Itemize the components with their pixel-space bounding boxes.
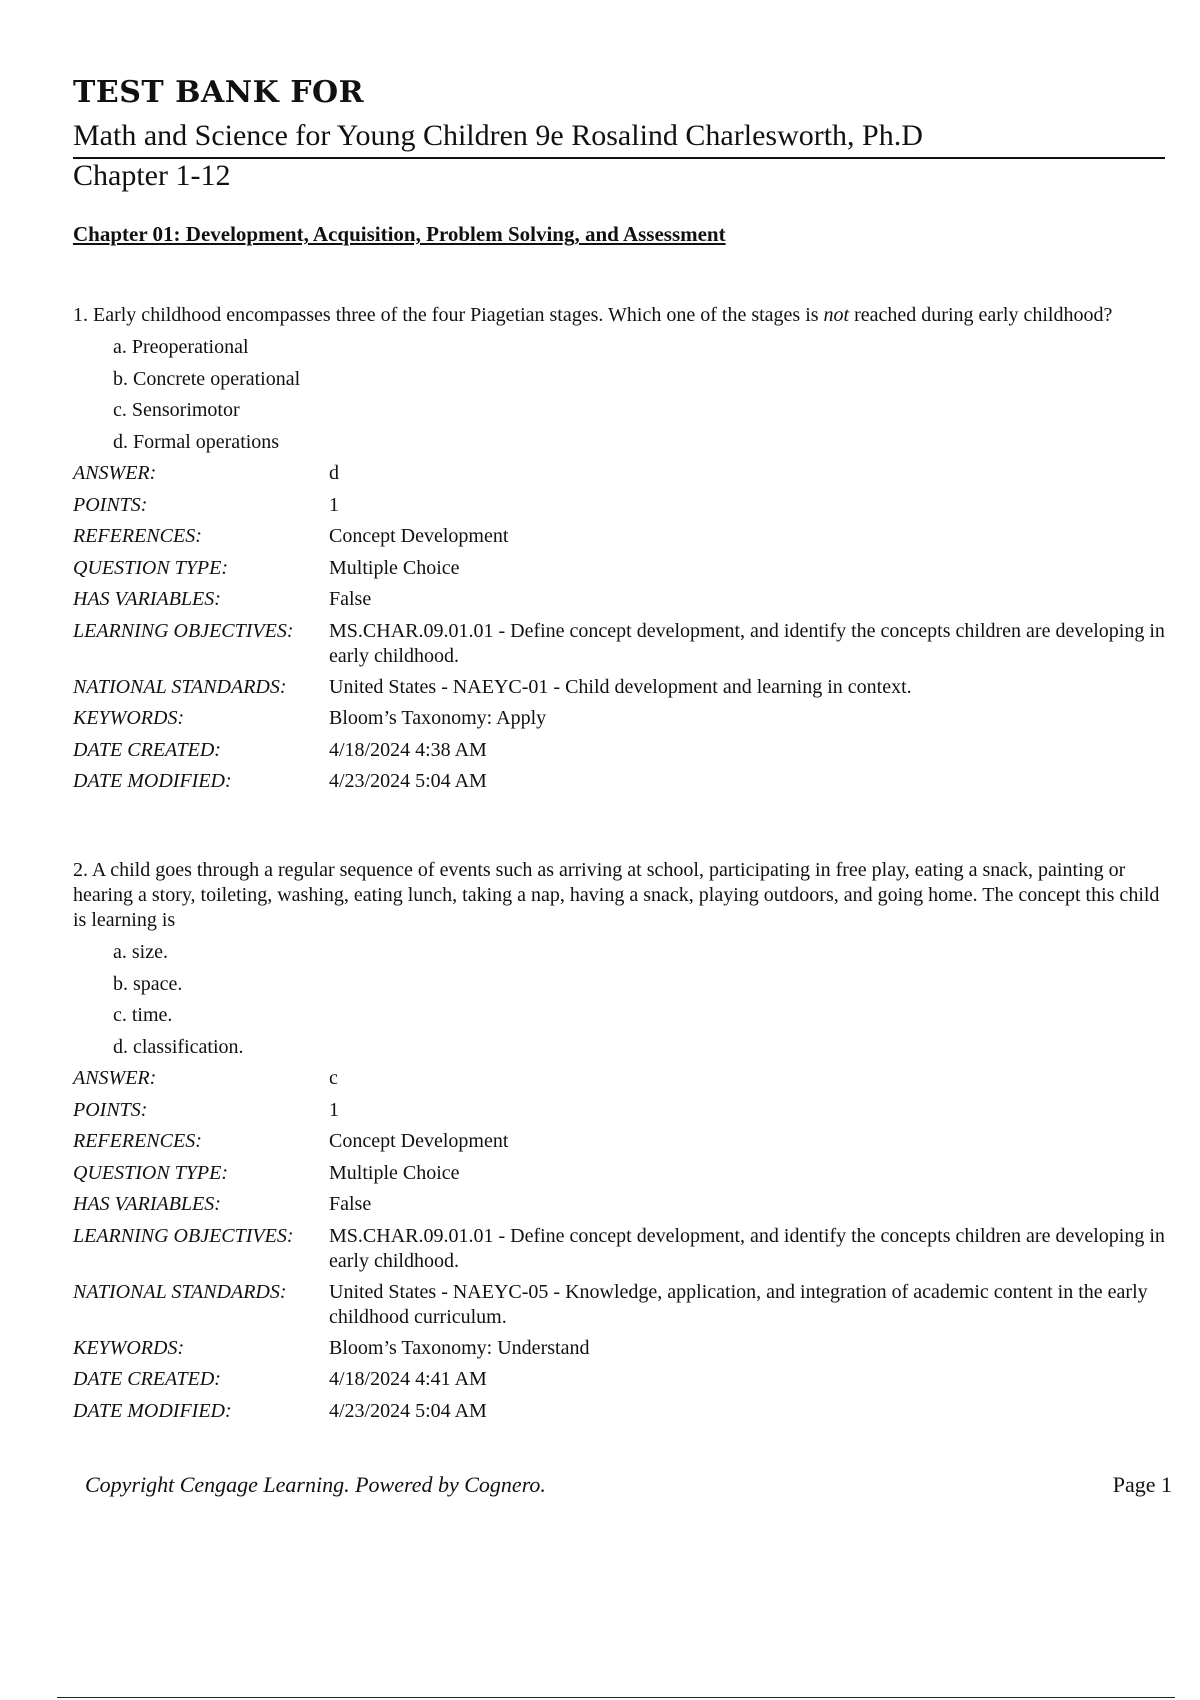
chapter-heading: Chapter 01: Development, Acquisition, Problem Solving, and Assessment: [73, 222, 726, 246]
has-variables-value: False: [329, 588, 372, 610]
question-type-value: Multiple Choice: [329, 556, 460, 579]
meta-label: NATIONAL STANDARDS:: [73, 675, 287, 698]
book-title: Math and Science for Young Children 9e Rosalind Charlesworth, Ph.D: [73, 119, 923, 152]
answer-options: [73, 332, 1165, 458]
meta-row-date-created: [73, 735, 1165, 767]
answer-option-d: d. classification.: [113, 1035, 244, 1058]
meta-row-learning-objectives: [73, 616, 1165, 672]
meta-row-national-standards: [73, 672, 1165, 704]
question-stem-part: reached during early childhood?: [849, 304, 1113, 326]
meta-label: POINTS:: [73, 1098, 148, 1121]
meta-row-national-standards: [73, 1277, 1165, 1333]
meta-row-keywords: [73, 1333, 1165, 1365]
learning-objectives-value: MS.CHAR.09.01.01 - Define concept development, and identify the concepts children are developing in early childhood.: [329, 1224, 1165, 1272]
meta-label: DATE MODIFIED:: [73, 770, 232, 792]
meta-label: DATE CREATED:: [73, 1368, 221, 1390]
question-stem-part: 1. Early childhood encompasses three of the four Piagetian stages. Which one of the stages is: [73, 304, 824, 326]
learning-objectives-value: MS.CHAR.09.01.01 - Define concept development, and identify the concepts children are developing in early childhood.: [329, 619, 1165, 667]
meta-row-learning-objectives: [73, 1221, 1165, 1277]
meta-label: REFERENCES:: [73, 525, 202, 547]
meta-label: HAS VARIABLES:: [73, 588, 221, 610]
points-value: 1: [329, 1098, 339, 1121]
meta-label: DATE MODIFIED:: [73, 1399, 232, 1422]
question-type-value: Multiple Choice: [329, 1161, 460, 1184]
national-standards-value: United States - NAEYC-05 - Knowledge, application, and integration of academic content in the early childhood curriculum.: [329, 1280, 1148, 1328]
references-value: Concept Development: [329, 1130, 509, 1152]
answer-option-d: d. Formal operations: [113, 430, 280, 453]
date-modified-value: 4/23/2024 5:04 AM: [329, 1399, 487, 1422]
answer-value: c: [329, 1067, 338, 1089]
copyright-footer: Copyright Cengage Learning. Powered by Cognero.: [85, 1472, 546, 1497]
meta-row-points: [73, 1095, 1165, 1127]
meta-label: LEARNING OBJECTIVES:: [73, 1224, 294, 1247]
keywords-value: Bloom’s Taxonomy: Apply: [329, 707, 547, 729]
meta-label: KEYWORDS:: [73, 1336, 185, 1359]
meta-row-points: [73, 490, 1165, 522]
meta-label: QUESTION TYPE:: [73, 1161, 229, 1184]
meta-label: POINTS:: [73, 493, 148, 516]
chapter-range: Chapter 1-12: [73, 159, 231, 192]
meta-label: HAS VARIABLES:: [73, 1193, 221, 1215]
date-created-value: 4/18/2024 4:38 AM: [329, 738, 487, 761]
meta-row-answer: [73, 458, 1165, 490]
meta-label: LEARNING OBJECTIVES:: [73, 619, 294, 642]
meta-label: QUESTION TYPE:: [73, 556, 229, 579]
meta-row-answer: [73, 1063, 1165, 1095]
answer-options: [73, 937, 1165, 1063]
title-divider: [73, 157, 1165, 159]
meta-label: KEYWORDS:: [73, 707, 185, 729]
meta-label: REFERENCES:: [73, 1130, 202, 1152]
meta-label: DATE CREATED:: [73, 738, 221, 761]
meta-row-date-modified: [73, 766, 1165, 798]
date-modified-value: 4/23/2024 5:04 AM: [329, 770, 487, 792]
answer-option-a: a. Preoperational: [113, 336, 249, 358]
meta-row-keywords: [73, 703, 1165, 735]
meta-row-question-type: [73, 1158, 1165, 1190]
date-created-value: 4/18/2024 4:41 AM: [329, 1368, 487, 1390]
page-bottom-divider: [57, 1697, 1175, 1698]
test-bank-label: TEST BANK FOR: [73, 75, 365, 110]
question-metadata: [73, 1063, 1165, 1427]
meta-row-references: [73, 1126, 1165, 1158]
answer-option-b: b. Concrete operational: [113, 367, 301, 390]
question-stem-emphasis: not: [823, 304, 850, 326]
meta-row-date-modified: [73, 1396, 1165, 1428]
question-stem: [73, 303, 1165, 328]
meta-row-has-variables: [73, 1189, 1165, 1221]
points-value: 1: [329, 493, 339, 516]
answer-option-c: c. Sensorimotor: [113, 399, 240, 421]
answer-option-c: c. time.: [113, 1004, 173, 1026]
answer-option-a: a. size.: [113, 941, 168, 963]
has-variables-value: False: [329, 1193, 372, 1215]
references-value: Concept Development: [329, 525, 509, 547]
meta-row-question-type: [73, 553, 1165, 585]
answer-value: d: [329, 462, 339, 484]
meta-label: ANSWER:: [73, 1067, 157, 1089]
question-1: [73, 303, 1165, 798]
meta-label: ANSWER:: [73, 462, 157, 484]
national-standards-value: United States - NAEYC-01 - Child development and learning in context.: [329, 675, 912, 698]
meta-row-date-created: [73, 1364, 1165, 1396]
question-2: [73, 858, 1165, 1427]
answer-option-b: b. space.: [113, 972, 183, 995]
page-number: Page 1: [1112, 1472, 1172, 1497]
meta-row-references: [73, 521, 1165, 553]
question-metadata: [73, 458, 1165, 798]
meta-row-has-variables: [73, 584, 1165, 616]
keywords-value: Bloom’s Taxonomy: Understand: [329, 1336, 590, 1359]
question-stem: 2. A child goes through a regular sequence of events such as arriving at school, participating in free play, eating a snack, painting or hearing a story, toileting, washing, eating lunch, taking a nap, having a snack, playing outdoors, and going home. The concept this child is learning is: [73, 859, 1160, 931]
meta-label: NATIONAL STANDARDS:: [73, 1280, 287, 1303]
